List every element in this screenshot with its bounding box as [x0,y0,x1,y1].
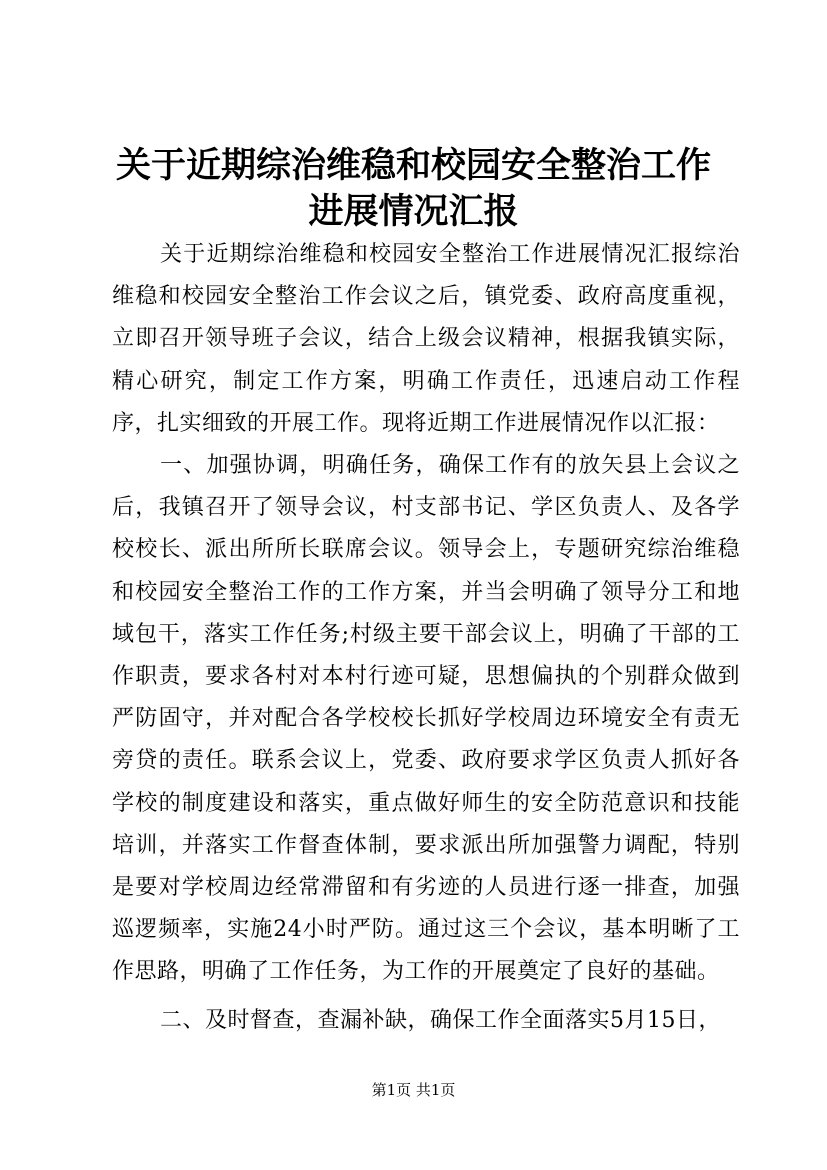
paragraph-section-2: 二、及时督查，查漏补缺，确保工作全面落实5月15日， [160,1007,721,1033]
paragraph-section-1: 一、加强协调，明确任务，确保工作有的放矢县上会议之后，我镇召开了领导会议，村支部书记、学区负责人、及各学校校长、派出所所长联席会议。领导会上，专题研究综治维稳和校园安全整治工作的工作方案，并当会明确了领导分工和地域包干，落实工作任务;村级主要干部会议上，明确了干部的工作职责，要求各村对本村行迹可疑，思想偏执的个别群众做到严防固守，并对配合各学校校长抓好学校周边环境安全有责无旁贷的责任。联系会议上，党委、政府要求学区负责人抓好各学校的制度建设和落实，重点做好师生的安全防范意识和技能培训，并落实工作督查体制，要求派出所加强警力调配，特别是要对学校周边经常滞留和有劣迹的人员进行逐一排查，加强巡逻频率，实施24小时严防。通过这三个会议，基本明晰了工作思路，明确了工作任务，为工作的开展奠定了良好的基础。 [112,453,740,985]
document-body [112,234,740,1042]
page-number-footer: 第1页 共1页 [371,1081,456,1099]
paragraph-intro: 关于近期综治维稳和校园安全整治工作进展情况汇报综治维稳和校园安全整治工作会议之后，镇党委、政府高度重视，立即召开领导班子会议，结合上级会议精神，根据我镇实际，精心研究，制定工作方案，明确工作责任，迅速启动工作程序，扎实细致的开展工作。现将近期工作进展情况作以汇报： [112,242,740,436]
document-title: 关于近期综治维稳和校园安全整治工作进展情况汇报 [115,145,711,232]
